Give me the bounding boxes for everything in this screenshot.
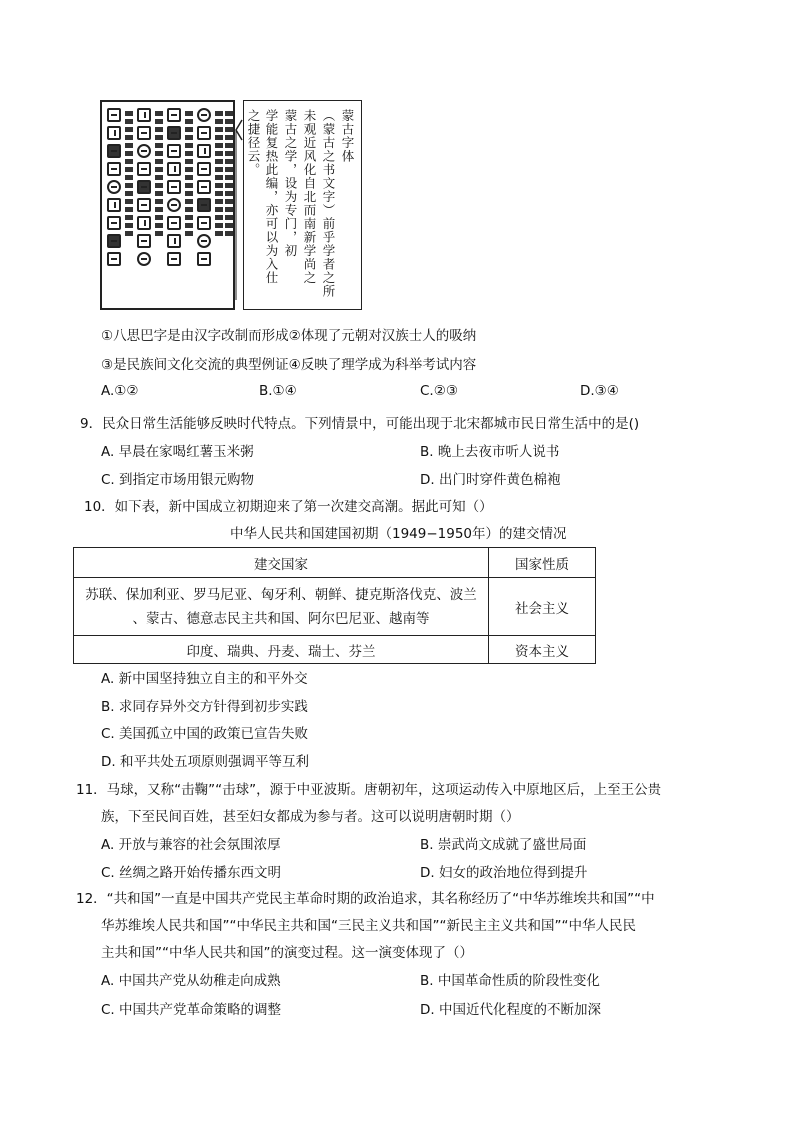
- q11-option-a[interactable]: A. 开放与兼容的社会氛围浓厚: [101, 837, 281, 853]
- table-cell-line: 苏联、保加利亚、罗马尼亚、匈牙利、朝鲜、捷克斯洛伐克、波兰: [85, 586, 477, 603]
- table-header-cell: 建交国家: [74, 548, 489, 578]
- q10-option-d[interactable]: D. 和平共处五项原则强调平等互利: [101, 754, 309, 770]
- diplomatic-relations-table: [73, 547, 596, 664]
- seal-column: [106, 106, 122, 304]
- q10-stem: 10．如下表，新中国成立初期迎来了第一次建交高潮。据此可知（）: [84, 499, 493, 515]
- q9-option-c[interactable]: C. 到指定市场用银元购物: [101, 472, 255, 488]
- historical-text-figure: [100, 100, 362, 310]
- annotation-column: 之捷径云。: [246, 109, 261, 177]
- annotation-column: 学能复热此编，亦可以为入仕: [264, 109, 279, 285]
- q9-option-d[interactable]: D. 出门时穿件黄色棉袍: [420, 472, 561, 488]
- q11-option-d[interactable]: D. 妇女的政治地位得到提升: [420, 865, 588, 881]
- q9-option-a[interactable]: A. 早晨在家喝红薯玉米粥: [101, 444, 254, 460]
- table-row: [74, 578, 596, 636]
- q12-option-c[interactable]: C. 中国共产党革命策略的调整: [101, 1002, 282, 1018]
- q12-stem-line: 主共和国”“中华人民共和国”的演变过程。这一演变体现了（）: [101, 945, 473, 961]
- q12-stem-line: 12．“共和国”一直是中国共产党民主革命时期的政治追求，其名称经历了“中华苏维埃共和国”“中: [76, 891, 655, 907]
- q10-option-a[interactable]: A. 新中国坚持独立自主的和平外交: [101, 671, 308, 687]
- table-header-cell: 国家性质: [489, 548, 596, 578]
- seal-column: [166, 106, 182, 304]
- table-title: 中华人民共和国建国初期（1949−1950年）的建交情况: [230, 526, 567, 542]
- q10-option-c[interactable]: C. 美国孤立中国的政策已宣告失败: [101, 726, 309, 742]
- q8-statement-line: ①八思巴字是由汉字改制而形成②体现了元朝对汉族士人的吸纳: [101, 328, 477, 344]
- table-cell-countries: 印度、瑞典、丹麦、瑞士、芬兰: [74, 636, 489, 664]
- table-cell-type: 社会主义: [489, 578, 596, 636]
- q12-option-b[interactable]: B. 中国革命性质的阶段性变化: [420, 973, 600, 989]
- q8-option-c[interactable]: C.②③: [420, 383, 458, 399]
- q8-statement-line: ③是民族间文化交流的典型例证④反映了理学成为科举考试内容: [101, 357, 477, 373]
- table-cell-type: 资本主义: [489, 636, 596, 664]
- q10-option-b[interactable]: B. 求同存异外交方针得到初步实践: [101, 699, 308, 715]
- q12-stem-line: 华苏维埃人民共和国”“中华民主共和国“三民主义共和国”“新民主主义共和国”“中华人民民: [101, 918, 636, 934]
- seal-column: [196, 106, 212, 304]
- pointer-arrow-icon: [235, 100, 243, 310]
- q8-option-d[interactable]: D.③④: [580, 383, 619, 399]
- table-row: [74, 636, 596, 664]
- table-cell-line: 、蒙古、德意志民主共和国、阿尔巴尼亚、越南等: [132, 610, 430, 627]
- q11-stem-line: 族，下至民间百姓，甚至妇女都成为参与者。这可以说明唐朝时期（）: [101, 809, 520, 825]
- table-cell-countries: [74, 578, 489, 636]
- q11-option-c[interactable]: C. 丝绸之路开始传播东西文明: [101, 865, 282, 881]
- seal-column: [136, 106, 152, 304]
- annotation-column: 未观近风化自北而南新学尚之: [302, 109, 317, 285]
- q12-option-a[interactable]: A. 中国共产党从幼稚走向成熟: [101, 973, 281, 989]
- annotation-column: 蒙古字体: [340, 109, 355, 163]
- table-header-row: [74, 548, 596, 578]
- phags-pa-script-block: [100, 100, 235, 310]
- q8-option-b[interactable]: B.①④: [259, 383, 297, 399]
- q9-option-b[interactable]: B. 晚上去夜市听人说书: [420, 444, 560, 460]
- q9-stem: 9．民众日常生活能够反映时代特点。下列情景中，可能出现于北宋都城市民日常生活中的是(): [80, 416, 640, 432]
- annotation-text-box: [243, 100, 362, 310]
- annotation-column: （蒙古之书文字）前乎学者之所: [321, 109, 336, 298]
- q12-option-d[interactable]: D. 中国近代化程度的不断加深: [420, 1002, 601, 1018]
- q11-option-b[interactable]: B. 崇武尚文成就了盛世局面: [420, 837, 587, 853]
- q8-option-a[interactable]: A.①②: [101, 383, 139, 399]
- q11-stem-line: 11．马球，又称“击鞠”“击球”，源于中亚波斯。唐朝初年，这项运动传入中原地区后，上至王公贵: [76, 782, 662, 798]
- annotation-column: 蒙古之学，设为专门，初: [283, 109, 298, 258]
